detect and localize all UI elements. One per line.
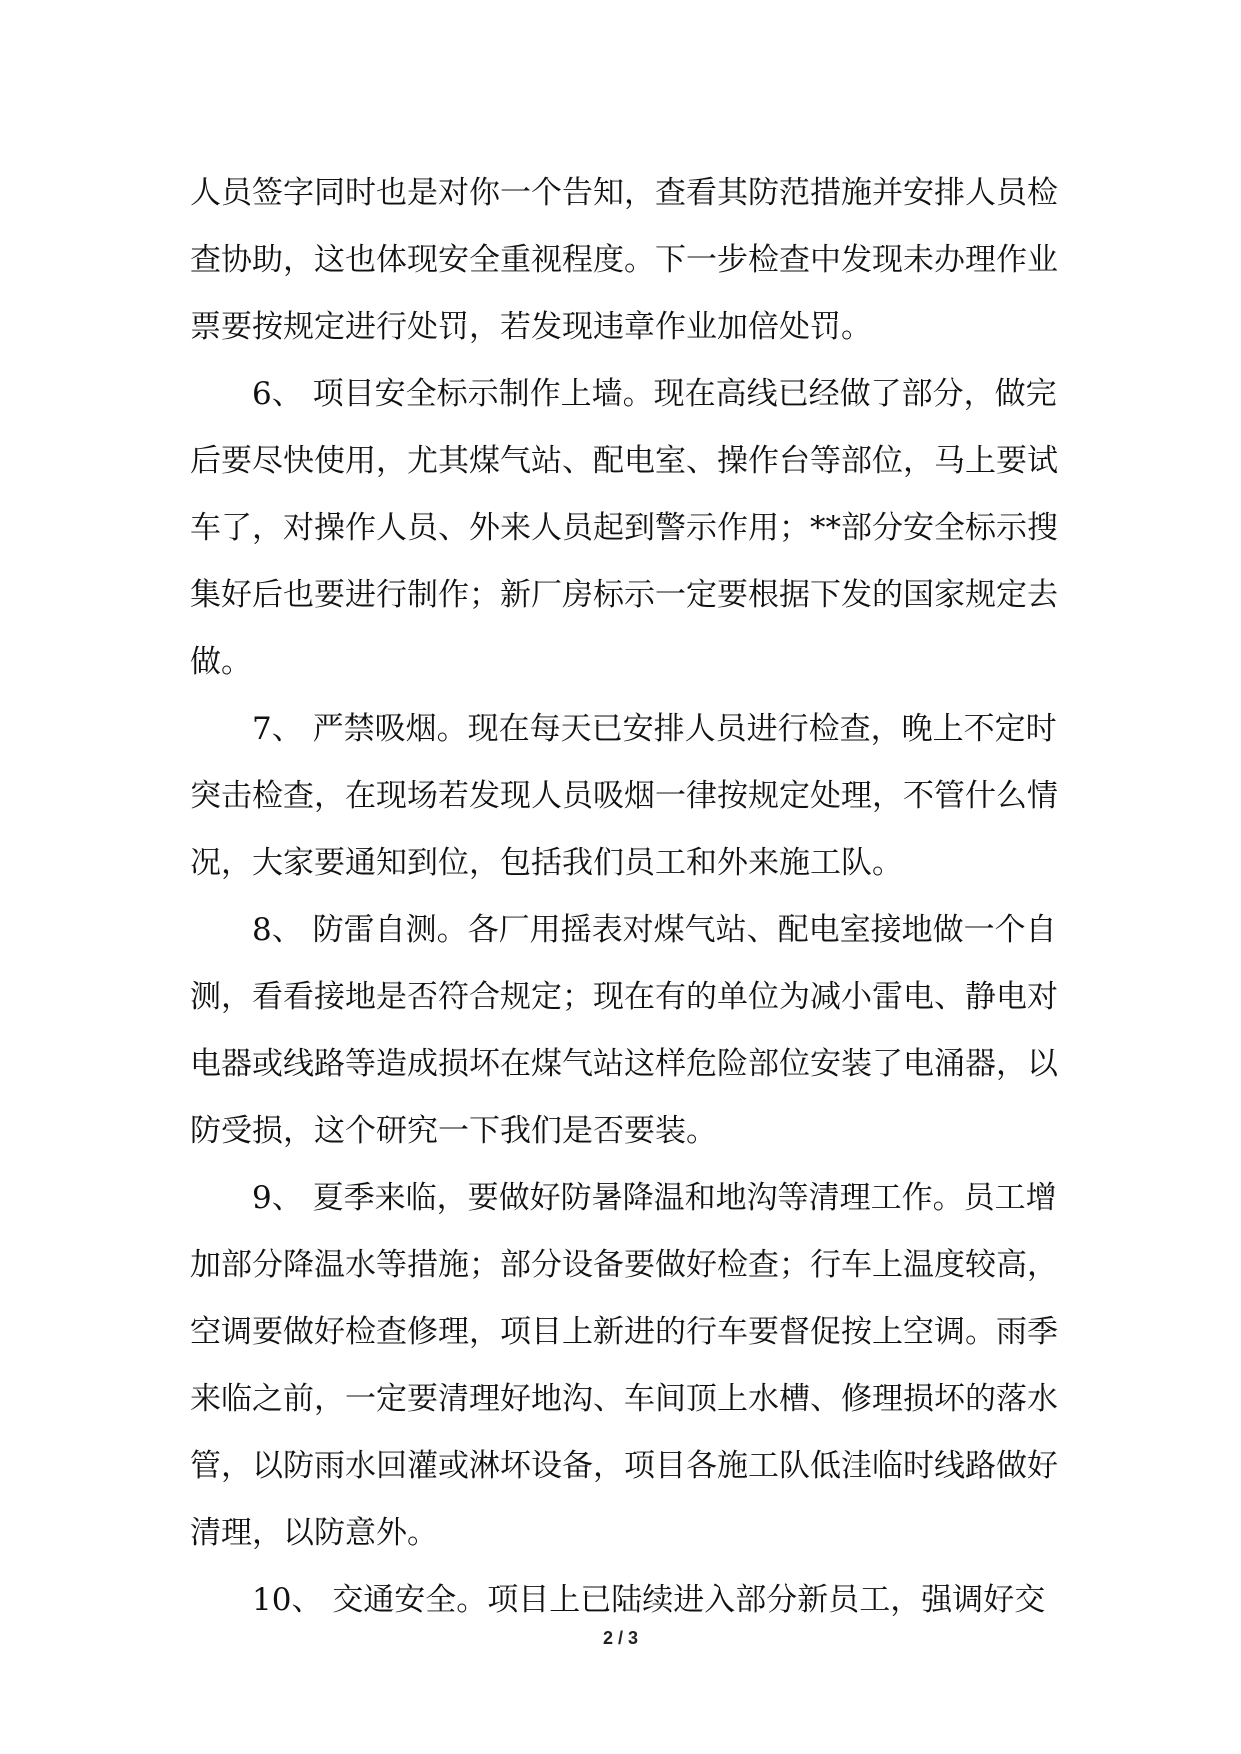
text-line: 查协助，这也体现安全重视程度。下一步检查中发现未办理作业 <box>190 242 1058 278</box>
text-line: 9、 夏季来临，要做好防暑降温和地沟等清理工作。员工增 <box>252 1180 1057 1216</box>
paragraph-item-6 <box>190 361 1070 696</box>
paragraph-item-10 <box>190 1567 1070 1634</box>
text-line: 后要尽快使用，尤其煤气站、配电室、操作台等部位，马上要试 <box>190 443 1058 479</box>
text-line: 6、 项目安全标示制作上墙。现在高线已经做了部分，做完 <box>252 376 1057 412</box>
text-line: 集好后也要进行制作；新厂房标示一定要根据下发的国家规定去 <box>190 577 1058 613</box>
text-line: 突击检查，在现场若发现人员吸烟一律按规定处理，不管什么情 <box>190 778 1058 814</box>
page-number: 2 / 3 <box>602 1628 639 1648</box>
text-line: 防受损，这个研究一下我们是否要装。 <box>190 1113 717 1149</box>
text-line: 加部分降温水等措施；部分设备要做好检查；行车上温度较高， <box>190 1247 1058 1283</box>
text-line: 管，以防雨水回灌或淋坏设备，项目各施工队低洼临时线路做好 <box>190 1448 1058 1484</box>
text-line: 况，大家要通知到位，包括我们员工和外来施工队。 <box>190 845 903 881</box>
document-body <box>190 160 1070 1634</box>
text-line: 车了，对操作人员、外来人员起到警示作用；**部分安全标示搜 <box>190 510 1058 546</box>
text-line: 做。 <box>190 644 252 680</box>
paragraph-item-9 <box>190 1165 1070 1567</box>
paragraph-item-8 <box>190 897 1070 1165</box>
paragraph-item-7 <box>190 696 1070 897</box>
text-line: 来临之前，一定要清理好地沟、车间顶上水槽、修理损坏的落水 <box>190 1381 1058 1417</box>
text-line: 7、 严禁吸烟。现在每天已安排人员进行检查，晚上不定时 <box>252 711 1057 747</box>
paragraph-continuation <box>190 160 1070 361</box>
text-line: 清理，以防意外。 <box>190 1515 438 1551</box>
text-line: 票要按规定进行处罚，若发现违章作业加倍处罚。 <box>190 309 872 345</box>
text-line: 8、 防雷自测。各厂用摇表对煤气站、配电室接地做一个自 <box>252 912 1057 948</box>
text-line: 空调要做好检查修理，项目上新进的行车要督促按上空调。雨季 <box>190 1314 1058 1350</box>
text-line: 10、 交通安全。项目上已陆续进入部分新员工，强调好交 <box>252 1582 1046 1618</box>
text-line: 人员签字同时也是对你一个告知，查看其防范措施并安排人员检 <box>190 175 1058 211</box>
text-line: 测，看看接地是否符合规定；现在有的单位为减小雷电、静电对 <box>190 979 1058 1015</box>
text-line: 电器或线路等造成损坏在煤气站这样危险部位安装了电涌器，以 <box>190 1046 1058 1082</box>
